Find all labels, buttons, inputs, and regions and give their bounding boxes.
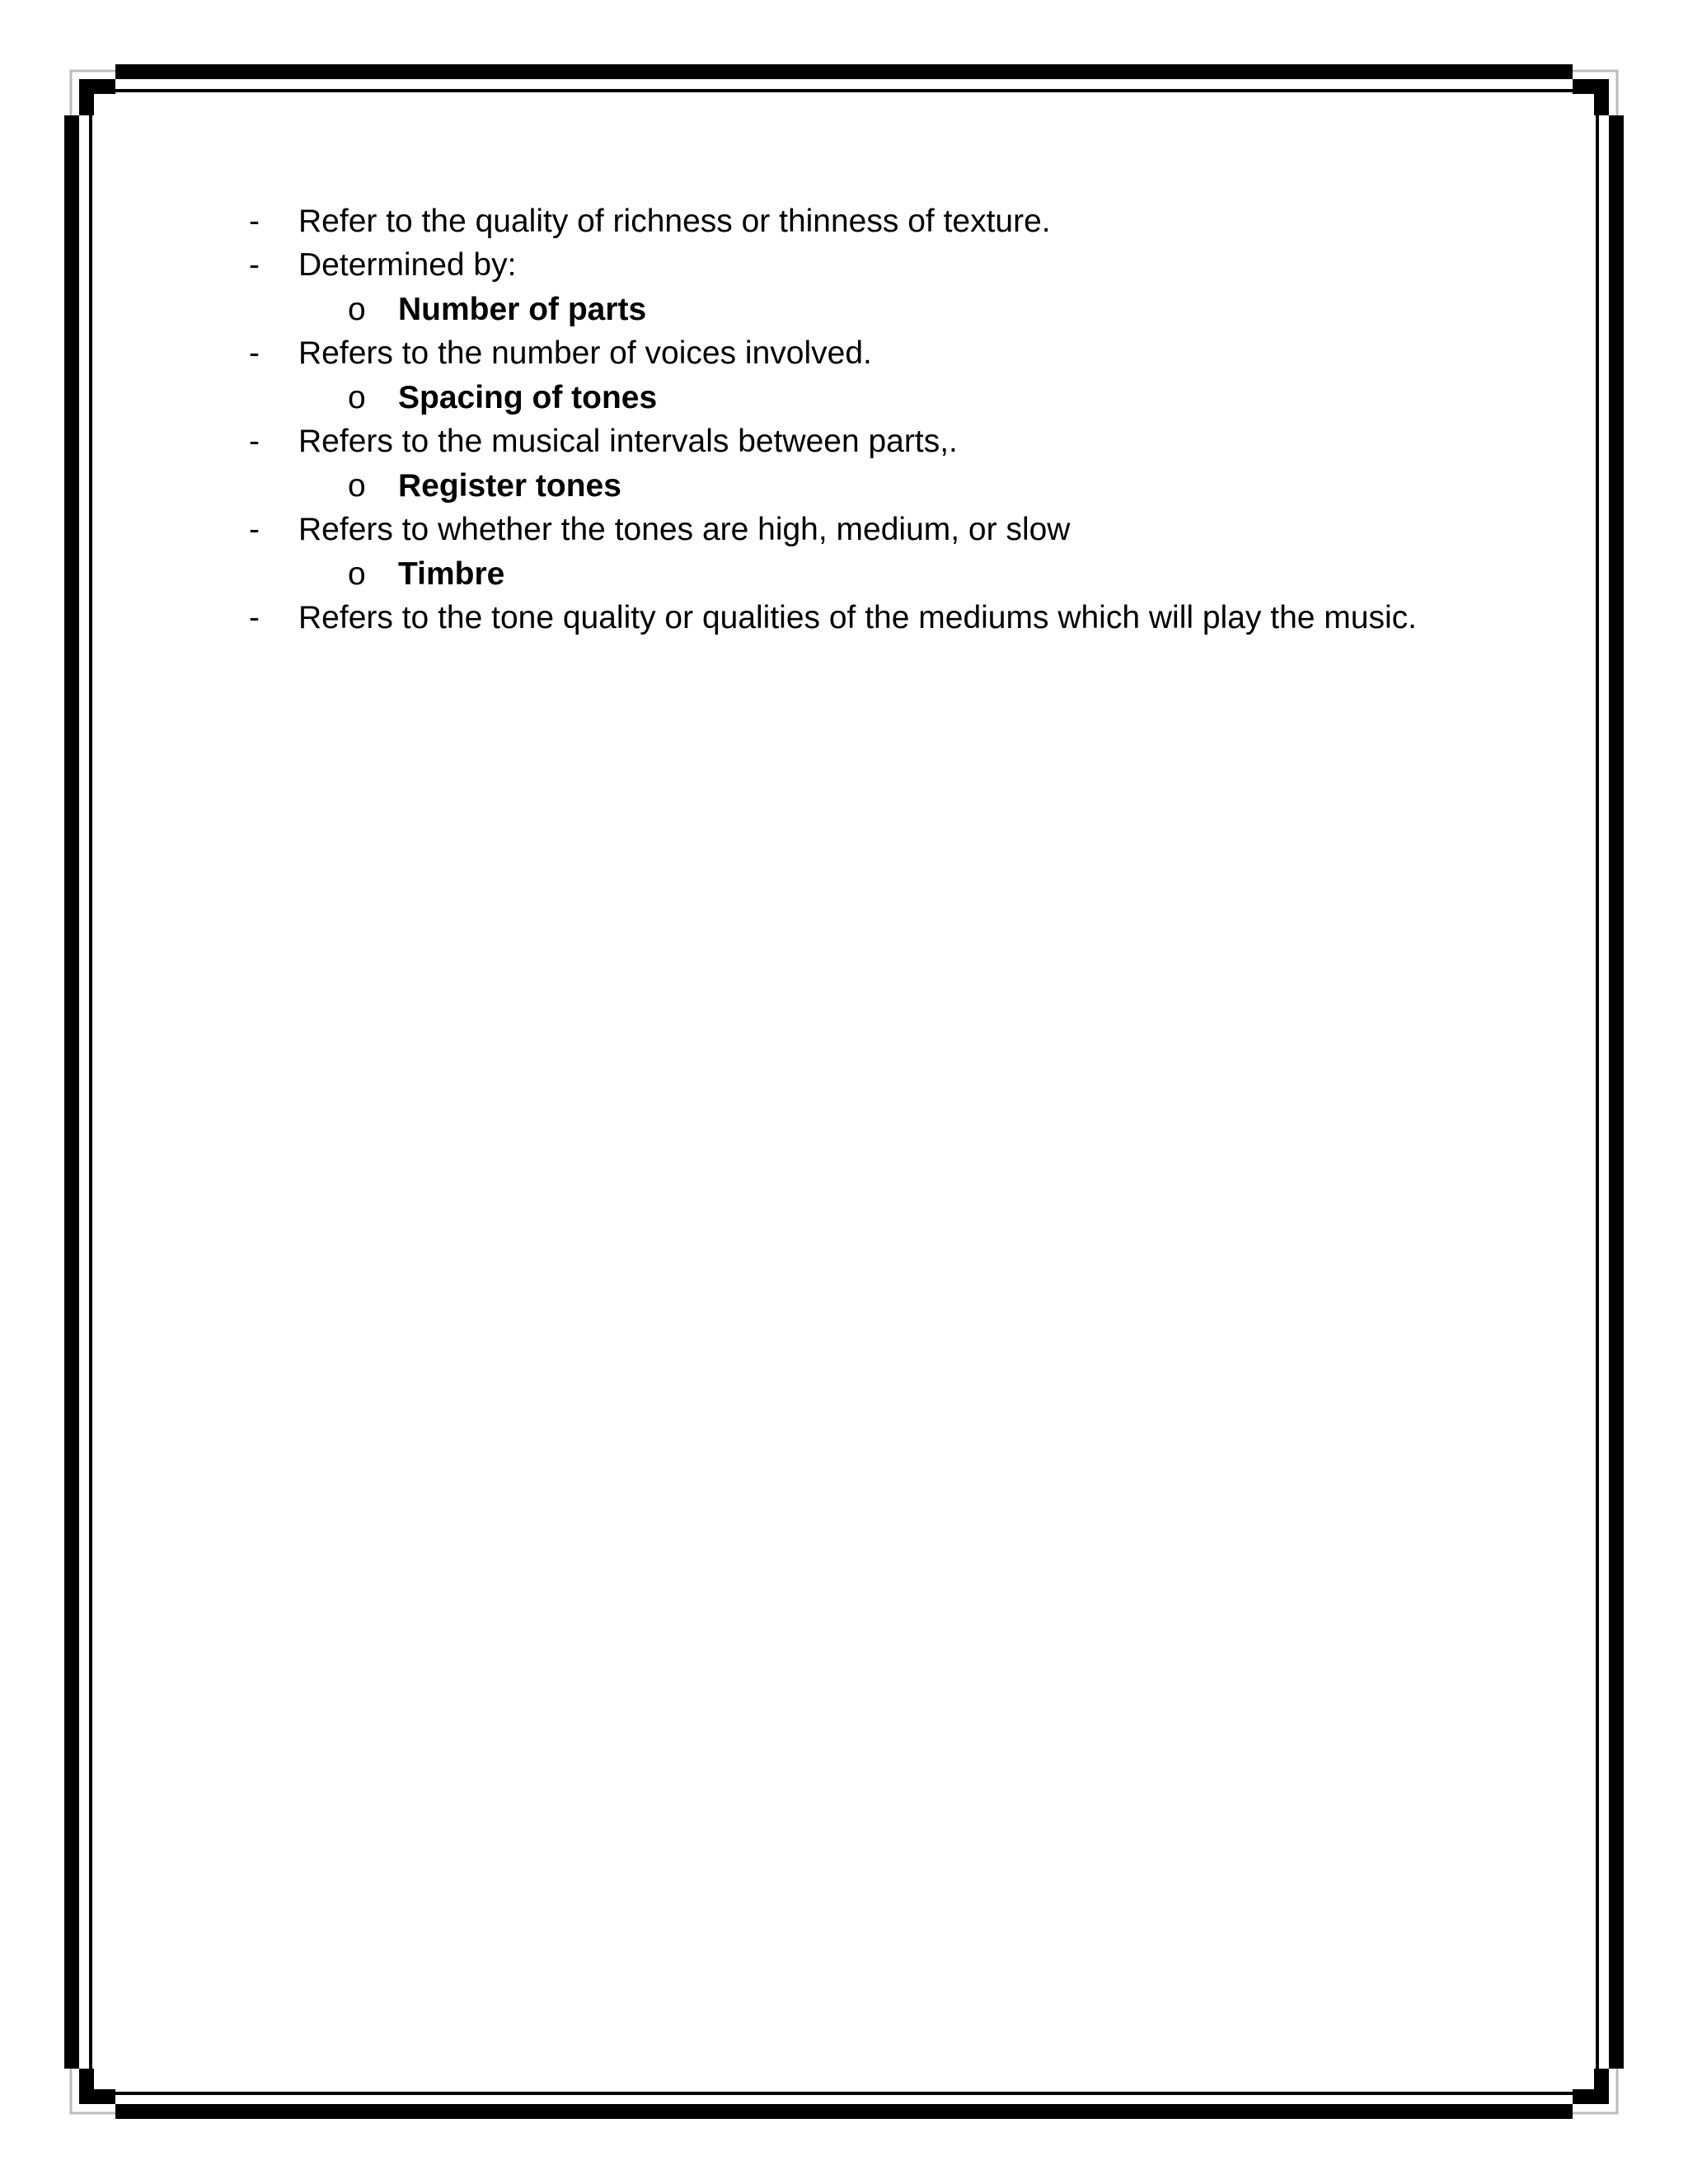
list-item-text: Refers to the number of voices involved. <box>298 335 872 371</box>
dash-bullet: - <box>249 600 260 635</box>
list-item-text: Refers to whether the tones are high, medium, or slow <box>298 512 1071 547</box>
list-item-heading: Number of parts <box>398 292 647 327</box>
circle-bullet: o <box>348 380 366 415</box>
dash-bullet: - <box>249 512 260 547</box>
list-item-text: Determined by: <box>298 247 517 283</box>
list-item-text: Refers to the tone quality or qualities of the mediums which will play the music. <box>298 600 1417 635</box>
circle-bullet: o <box>348 468 366 504</box>
dash-bullet: - <box>249 247 260 283</box>
circle-bullet: o <box>348 292 366 327</box>
dash-bullet: - <box>249 335 260 371</box>
list-item-heading: Spacing of tones <box>398 380 658 415</box>
dash-bullet: - <box>249 424 260 459</box>
list-item-heading: Timbre <box>398 556 505 592</box>
dash-bullet: - <box>249 204 260 239</box>
list-item-heading: Register tones <box>398 468 621 504</box>
list-item-text: Refers to the musical intervals between parts,. <box>298 424 958 459</box>
circle-bullet: o <box>348 556 366 592</box>
list-item-text: Refer to the quality of richness or thinness of texture. <box>298 204 1051 239</box>
